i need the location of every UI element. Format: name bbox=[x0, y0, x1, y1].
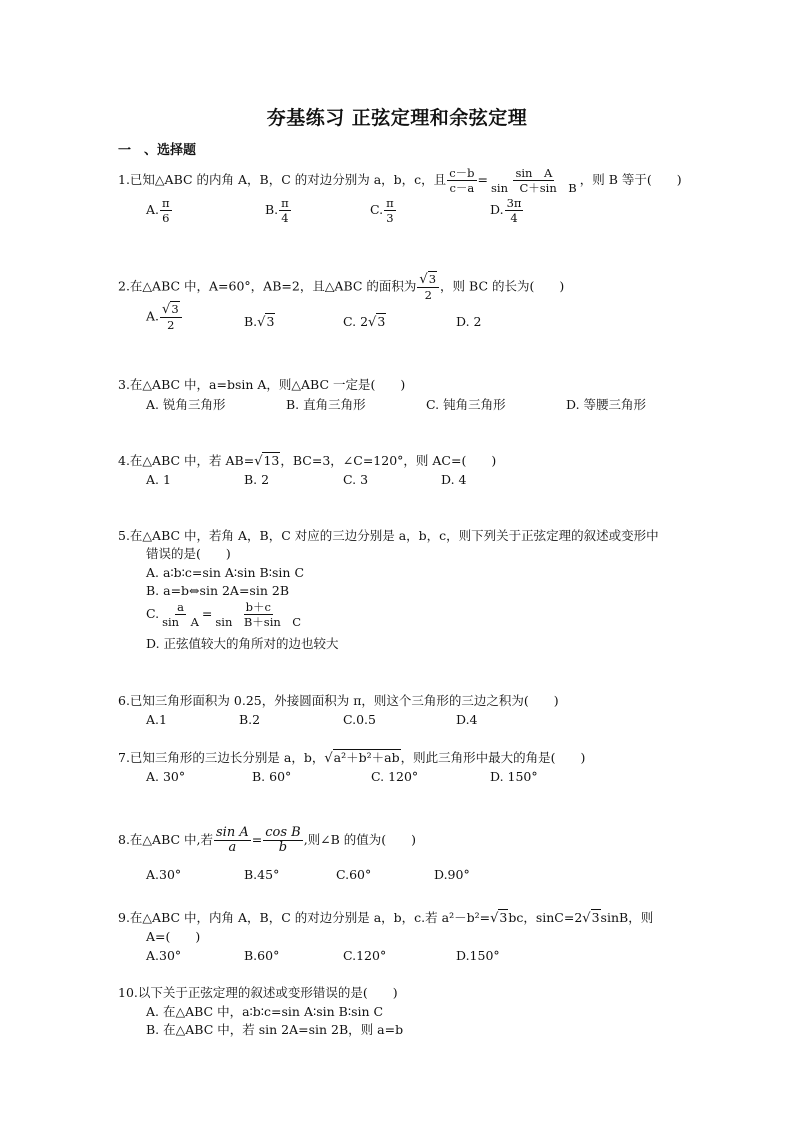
question-4: 4.在△ABC 中，若 AB=√13，BC=3，∠C=120°，则 AC=( ) bbox=[118, 453, 497, 469]
question-10: 10.以下关于正弦定理的叙述或变形错误的是( ) bbox=[118, 985, 398, 1000]
q6-option-b: B.2 bbox=[239, 712, 261, 727]
q9-option-c: C.120° bbox=[343, 948, 387, 963]
q7-option-b: B. 60° bbox=[252, 769, 292, 784]
q2-option-a: A. $\frac{√3}{2}$ bbox=[146, 302, 183, 332]
q10-option-a: A. 在△ABC 中，a∶b∶c=sin A∶sin B∶sin C bbox=[146, 1004, 384, 1019]
q2-area-fraction: $\frac{√3}{2}$ bbox=[417, 272, 439, 302]
q1-stem-pre: 1.已知△ABC 的内角 A，B，C 的对边分别为 a，b，c，且 bbox=[118, 172, 447, 187]
question-2: 2.在△ABC 中，A=60°，AB=2，且△ABC 的面积为 $\frac{√3}{2}$ ，则 BC 的长为( ) bbox=[118, 272, 565, 302]
q5-option-c: C. $\frac{a}{\text{sin A}}$ = $\frac{b+c}{\text{sin B＋sin C}}$ bbox=[146, 600, 302, 629]
q3-option-d: D. 等腰三角形 bbox=[566, 397, 647, 412]
q4-sqrt: √13 bbox=[254, 453, 280, 469]
question-9-line-2: A=( ) bbox=[146, 929, 201, 944]
q3-option-a: A. 锐角三角形 bbox=[146, 397, 226, 412]
q8-option-b: B.45° bbox=[244, 867, 280, 882]
q7-option-c: C. 120° bbox=[371, 769, 419, 784]
q10-option-b: B. 在△ABC 中，若 sin 2A=sin 2B，则 a=b bbox=[146, 1022, 404, 1037]
q2-option-b: B.√3 bbox=[244, 314, 275, 330]
q8-option-d: D.90° bbox=[434, 867, 470, 882]
question-7: 7.已知三角形的三边长分别是 a，b，√a²＋b²＋ab，则此三角形中最大的角是( ) bbox=[118, 750, 586, 766]
question-5-line-1: 5.在△ABC 中，若角 A，B，C 对应的三边分别是 a，b，c，则下列关于正弦定理的叙述或变形中 bbox=[118, 528, 659, 543]
q4-option-d: D. 4 bbox=[441, 472, 467, 487]
q8-option-a: A.30° bbox=[146, 867, 182, 882]
page-title: 夯基练习 正弦定理和余弦定理 bbox=[266, 107, 528, 129]
q2-option-d: D. 2 bbox=[456, 314, 482, 329]
q8-option-c: C.60° bbox=[336, 867, 372, 882]
q7-option-a: A. 30° bbox=[146, 769, 186, 784]
q9-option-d: D.150° bbox=[456, 948, 500, 963]
question-1: 1.已知△ABC 的内角 A，B，C 的对边分别为 a，b，c，且 $\frac{c-b}{c-a}$ = $\frac{\text{sin A}}{\text{sin C＋sin B}}$ ，则 B 等于( ) bbox=[118, 166, 682, 195]
q6-option-a: A.1 bbox=[146, 712, 167, 727]
section-heading: 一 、选择题 bbox=[118, 143, 197, 158]
q5-option-d: D. 正弦值较大的角所对的边也较大 bbox=[146, 636, 339, 651]
q8-fraction-1: $\frac{\text{sin A}}{a}$ bbox=[216, 825, 249, 855]
q1-option-a: A. $\frac{\pi}{6}$ bbox=[146, 196, 170, 225]
q7-sqrt: √a²＋b²＋ab bbox=[324, 750, 400, 766]
q5-option-a: A. a∶b∶c=sin A∶sin B∶sin C bbox=[146, 565, 305, 580]
q3-option-b: B. 直角三角形 bbox=[286, 397, 366, 412]
q2-option-c: C. 2√3 bbox=[343, 314, 386, 330]
question-3: 3.在△ABC 中，a=bsin A，则△ABC 一定是( ) bbox=[118, 377, 406, 392]
q9-option-a: A.30° bbox=[146, 948, 182, 963]
q9-option-b: B.60° bbox=[244, 948, 280, 963]
question-5-line-2: 错误的是( ) bbox=[146, 546, 231, 561]
q1-stem-post: ，则 B 等于( ) bbox=[579, 172, 682, 187]
q6-option-c: C.0.5 bbox=[343, 712, 376, 727]
q8-fraction-2: $\frac{\text{cos B}}{b}$ bbox=[265, 825, 301, 855]
question-8: 8.在△ABC 中,若 $\frac{\text{sin A}}{a}$ = $\frac{\text{cos B}}{b}$ ,则∠B 的值为( ) bbox=[118, 825, 417, 855]
q5-option-b: B. a=b⇔sin 2A=sin 2B bbox=[146, 583, 289, 598]
question-6: 6.已知三角形面积为 0.25，外接圆面积为 π，则这个三角形的三边之积为( ) bbox=[118, 693, 559, 708]
q1-option-c: C. $\frac{\pi}{3}$ bbox=[370, 196, 394, 225]
q1-option-b: B. $\frac{\pi}{4}$ bbox=[265, 196, 289, 225]
q1-fraction-1: $\frac{c-b}{c-a}$ bbox=[449, 166, 475, 195]
q3-option-c: C. 钝角三角形 bbox=[426, 397, 506, 412]
q4-option-c: C. 3 bbox=[343, 472, 369, 487]
q1-option-d: D. $\frac{3\pi}{4}$ bbox=[490, 196, 522, 225]
q6-option-d: D.4 bbox=[456, 712, 478, 727]
q4-option-a: A. 1 bbox=[146, 472, 171, 487]
q4-option-b: B. 2 bbox=[244, 472, 270, 487]
q7-option-d: D. 150° bbox=[490, 769, 538, 784]
q1-fraction-2: $\frac{\text{sin A}}{\text{sin C＋sin B}}$ bbox=[490, 166, 577, 195]
question-9-line-1: 9.在△ABC 中，内角 A，B，C 的对边分别是 a，b，c.若 a²－b²=√3bc，sinC=2√3sinB，则 bbox=[118, 910, 654, 926]
